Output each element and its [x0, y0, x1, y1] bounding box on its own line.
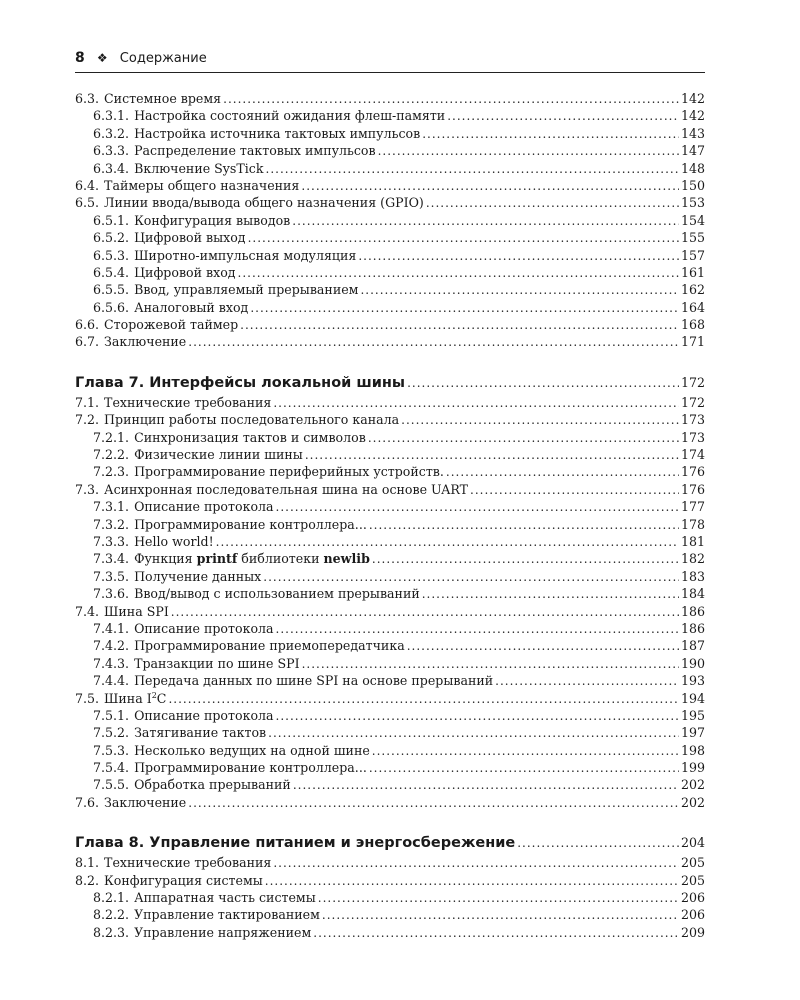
entry-title-part: Управление тактированием — [134, 907, 320, 923]
toc-entry[interactable] — [75, 281, 705, 298]
entry-title — [134, 516, 367, 533]
entry-title — [104, 90, 221, 107]
toc-entry[interactable] — [75, 516, 705, 533]
entry-title — [104, 177, 299, 194]
entry-page-number: 150 — [680, 177, 705, 193]
entry-title — [134, 264, 235, 281]
entry-page-number: 199 — [680, 760, 705, 776]
entry-number: 7.5.1. — [93, 707, 130, 723]
entry-title-part: 2 — [151, 690, 157, 700]
dot-leader — [240, 317, 679, 334]
entry-page-number: 209 — [680, 924, 705, 940]
entry-title-part: Конфигурация системы — [104, 872, 263, 888]
entry-title-part: Настройка источника тактовых импульсов — [134, 125, 421, 141]
entry-page-number: 142 — [680, 108, 705, 124]
entry-title-part: Интерфейсы локальной шины — [149, 374, 406, 391]
dot-leader — [322, 907, 679, 924]
toc-entry[interactable] — [75, 759, 705, 776]
entry-number: 7.5.5. — [93, 777, 130, 793]
entry-page-number: 153 — [680, 195, 705, 211]
entry-title-part: Обработка прерываний — [134, 777, 291, 793]
toc-entry[interactable] — [75, 707, 705, 724]
dot-leader — [369, 517, 679, 534]
entry-number: 6.3.4. — [93, 160, 130, 176]
entry-title-part: Аппаратная часть системы — [134, 890, 316, 906]
entry-title-part: Широтно-импульсная модуляция — [134, 247, 357, 263]
entry-number: 6.5.6. — [93, 299, 130, 315]
entry-page-number: 162 — [680, 282, 705, 298]
entry-page-number: 193 — [680, 673, 705, 689]
entry-title-part: Принцип работы последовательного канала — [104, 412, 400, 428]
toc-entry[interactable] — [75, 498, 705, 515]
entry-title — [134, 212, 290, 229]
entry-title-part: Ввод/вывод с использованием прерываний — [134, 586, 420, 602]
entry-title-part: Синхронизация тактов и символов — [134, 429, 366, 445]
entry-title — [104, 316, 238, 333]
toc-entry[interactable] — [75, 742, 705, 759]
entry-page-number: 164 — [680, 299, 705, 315]
entry-number: 7.4.4. — [93, 673, 130, 689]
entry-title-part: Настройка состояний ожидания флеш-памяти — [134, 108, 446, 124]
entry-title — [134, 498, 273, 515]
dot-leader — [368, 430, 679, 447]
dot-leader — [305, 447, 679, 464]
dot-leader — [265, 873, 679, 890]
entry-number: 7.5. — [75, 690, 100, 706]
entry-page-number: 206 — [680, 907, 705, 923]
dot-leader — [422, 126, 679, 143]
dot-leader — [276, 621, 679, 638]
dot-leader — [248, 230, 679, 247]
dot-leader — [407, 374, 679, 393]
toc-entry[interactable] — [75, 889, 705, 906]
toc-entry[interactable] — [75, 333, 705, 350]
dot-leader — [188, 795, 679, 812]
entry-number: 7.6. — [75, 794, 100, 810]
header-title: Содержание — [119, 51, 207, 66]
toc-entry[interactable] — [75, 690, 705, 707]
entry-page-number: 168 — [680, 317, 705, 333]
toc-entry[interactable] — [75, 724, 705, 741]
entry-number: Глава 8. — [75, 835, 145, 852]
dot-leader — [372, 551, 679, 568]
entry-title-part: Управление питанием и энергосбережение — [149, 835, 516, 852]
entry-number: 6.4. — [75, 177, 100, 193]
entry-title — [134, 299, 248, 316]
dot-leader — [313, 925, 679, 942]
entry-title-part: Системное время — [104, 91, 222, 106]
entry-title-part: Цифровой выход — [134, 230, 246, 246]
entry-title-part: Асинхронная последовательная шина на основе UART — [104, 481, 469, 497]
entry-page-number: 202 — [680, 777, 705, 793]
dot-leader — [273, 395, 679, 412]
toc-entry[interactable] — [75, 550, 705, 567]
toc-entry[interactable] — [75, 212, 705, 229]
entry-page-number: 205 — [680, 855, 705, 871]
entry-number: 6.3. — [75, 91, 100, 106]
dot-leader — [422, 586, 679, 603]
entry-page-number: 186 — [680, 603, 705, 619]
entry-title — [134, 759, 367, 776]
entry-title — [134, 620, 273, 637]
dot-leader — [302, 656, 679, 673]
toc-entry[interactable] — [75, 411, 705, 428]
toc-entry[interactable] — [75, 655, 705, 672]
entry-page-number: 184 — [680, 586, 705, 602]
entry-number: 7.4.2. — [93, 638, 130, 654]
running-header — [75, 50, 705, 73]
entry-page-number: 202 — [680, 794, 705, 810]
entry-title — [134, 429, 366, 446]
entry-number: 7.3.3. — [93, 533, 130, 549]
entry-number: 7.5.4. — [93, 760, 130, 776]
entry-title — [134, 568, 261, 585]
ornament-icon: ❖ — [96, 51, 108, 65]
entry-page-number: 155 — [680, 230, 705, 246]
entry-title — [104, 333, 186, 350]
entry-number: 8.1. — [75, 855, 100, 871]
entry-title — [134, 107, 445, 124]
entry-title-part: Технические требования — [104, 394, 272, 410]
entry-number: 7.5.3. — [93, 742, 130, 758]
entry-page-number: 187 — [680, 638, 705, 654]
entry-title — [134, 463, 444, 480]
toc-entry[interactable] — [75, 142, 705, 159]
entry-title-part: библиотеки — [237, 551, 324, 567]
entry-number: 6.5.3. — [93, 247, 130, 263]
entry-number: 7.3.5. — [93, 568, 130, 584]
entry-title-part: Таймеры общего назначения — [104, 177, 300, 193]
entry-number: 6.3.3. — [93, 143, 130, 159]
toc-entry[interactable] — [75, 394, 705, 411]
toc-entry[interactable] — [75, 481, 705, 498]
dot-leader — [216, 534, 679, 551]
entry-number: 8.2.1. — [93, 890, 130, 906]
entry-page-number: 174 — [680, 447, 705, 463]
entry-title-part: Включение SysTick — [134, 160, 264, 176]
entry-title-part: Программирование приемопередатчика — [134, 638, 405, 654]
dot-leader — [268, 725, 679, 742]
toc-entry[interactable] — [75, 229, 705, 246]
entry-title — [134, 655, 300, 672]
dot-leader — [358, 248, 679, 265]
entry-number: 8.2. — [75, 872, 100, 888]
entry-title-part: Аналоговый вход — [134, 299, 249, 315]
entry-title — [104, 394, 271, 411]
dot-leader — [318, 890, 679, 907]
entry-title-part: Конфигурация выводов — [134, 212, 291, 228]
dot-leader — [378, 143, 679, 160]
entry-page-number: 173 — [680, 429, 705, 445]
entry-number: 7.2.2. — [93, 447, 130, 463]
entry-title — [134, 924, 311, 941]
entry-number: 7.2.3. — [93, 464, 130, 480]
toc-entry[interactable] — [75, 620, 705, 637]
entry-number: Глава 7. — [75, 374, 145, 391]
entry-title — [134, 742, 370, 759]
toc-entry[interactable] — [75, 107, 705, 124]
entry-number: 8.2.2. — [93, 907, 130, 923]
entry-title — [104, 794, 186, 811]
entry-page-number: 182 — [680, 551, 705, 567]
dot-leader — [292, 213, 679, 230]
entry-title — [134, 707, 273, 724]
entry-number: 6.7. — [75, 334, 100, 350]
entry-number: 6.3.2. — [93, 125, 130, 141]
entry-title-part: Сторожевой таймер — [104, 317, 239, 333]
entry-number: 7.4.1. — [93, 620, 130, 636]
entry-number: 7.4.3. — [93, 655, 130, 671]
toc-entry[interactable] — [75, 177, 705, 194]
entry-page-number: 171 — [680, 334, 705, 350]
entry-number: 7.3.2. — [93, 516, 130, 532]
entry-number: 7.3.4. — [93, 551, 130, 567]
toc-entry[interactable] — [75, 194, 705, 211]
toc-entry[interactable] — [75, 872, 705, 889]
dot-leader — [293, 777, 679, 794]
entry-title-part: Шина I — [104, 690, 152, 706]
entry-page-number: 204 — [680, 835, 705, 851]
entry-page-number: 198 — [680, 742, 705, 758]
entry-title — [134, 533, 214, 550]
entry-title — [134, 229, 246, 246]
entry-number: 6.5.2. — [93, 230, 130, 246]
entry-number: 8.2.3. — [93, 924, 130, 940]
entry-title — [104, 854, 271, 871]
entry-title — [149, 374, 405, 393]
entry-page-number: 178 — [680, 516, 705, 532]
dot-leader — [273, 855, 679, 872]
entry-title-part: Программирование периферийных устройств. — [134, 464, 444, 480]
dot-leader — [360, 282, 678, 299]
entry-page-number: 176 — [680, 464, 705, 480]
dot-leader — [470, 482, 679, 499]
entry-title-part: Заключение — [104, 334, 187, 350]
entry-title-part: Транзакции по шине SPI — [134, 655, 300, 671]
dot-leader — [495, 673, 679, 690]
entry-title-part: Распределение тактовых импульсов — [134, 143, 376, 159]
entry-title — [104, 603, 169, 620]
entry-number: 7.1. — [75, 394, 100, 410]
entry-title-part: Описание протокола — [134, 707, 274, 723]
entry-number: 7.3.1. — [93, 499, 130, 515]
entry-title-part: newlib — [323, 551, 370, 567]
entry-page-number: 205 — [680, 872, 705, 888]
entry-title-part: Технические требования — [104, 855, 272, 871]
toc-entry[interactable] — [75, 299, 705, 316]
entry-page-number: 181 — [680, 533, 705, 549]
entry-number: 6.5.4. — [93, 264, 130, 280]
dot-leader — [401, 412, 679, 429]
entry-page-number: 194 — [680, 690, 705, 706]
toc-chapter-entry[interactable] — [75, 833, 705, 852]
entry-title-part: Функция — [134, 551, 197, 567]
entry-title — [134, 672, 493, 689]
toc-entry[interactable] — [75, 776, 705, 793]
entry-number: 7.3.6. — [93, 586, 130, 602]
entry-title — [134, 637, 405, 654]
toc-entry[interactable] — [75, 637, 705, 654]
entry-title-part: Hello world! — [134, 533, 214, 549]
dot-leader — [266, 161, 679, 178]
entry-title-part: C — [156, 690, 167, 706]
toc-chapter-entry[interactable] — [75, 373, 705, 392]
entry-page-number: 161 — [680, 264, 705, 280]
entry-title-part: printf — [196, 551, 238, 567]
entry-page-number: 177 — [680, 499, 705, 515]
dot-leader — [426, 195, 679, 212]
entry-title-part: Физические линии шины — [134, 447, 303, 463]
entry-number: 6.6. — [75, 317, 100, 333]
entry-title-part: Программирование контроллера... — [134, 516, 367, 532]
toc-entry[interactable] — [75, 160, 705, 177]
entry-title-part: Цифровой вход — [134, 264, 236, 280]
entry-title — [134, 724, 266, 741]
entry-page-number: 206 — [680, 890, 705, 906]
entry-title — [104, 872, 263, 889]
entry-page-number: 195 — [680, 707, 705, 723]
toc-entry[interactable] — [75, 924, 705, 941]
entry-page-number: 157 — [680, 247, 705, 263]
entry-number: 6.5.1. — [93, 212, 130, 228]
entry-page-number: 172 — [680, 394, 705, 410]
entry-title — [134, 247, 356, 264]
dot-leader — [446, 464, 679, 481]
entry-page-number: 172 — [680, 374, 705, 390]
entry-title — [104, 194, 424, 211]
toc-entry[interactable] — [75, 90, 705, 107]
toc-entry[interactable] — [75, 906, 705, 923]
toc-entry[interactable] — [75, 568, 705, 585]
toc-entry[interactable] — [75, 125, 705, 142]
entry-title — [134, 125, 420, 142]
entry-page-number: 183 — [680, 568, 705, 584]
toc-entry[interactable] — [75, 672, 705, 689]
entry-title-part: Передача данных по шине SPI на основе прерываний — [134, 673, 494, 689]
entry-page-number: 148 — [680, 160, 705, 176]
entry-page-number: 154 — [680, 212, 705, 228]
entry-title — [134, 776, 291, 793]
entry-title-part: Ввод, управляемый прерыванием — [134, 282, 359, 298]
entry-title — [134, 889, 316, 906]
entry-number: 7.5.2. — [93, 725, 130, 741]
entry-title-part: Линии ввода/вывода общего назначения (GPIO) — [104, 195, 424, 211]
toc-entry[interactable] — [75, 533, 705, 550]
toc-entry[interactable] — [75, 446, 705, 463]
entry-number: 7.2.1. — [93, 429, 130, 445]
entry-title — [104, 411, 399, 428]
toc-entry[interactable] — [75, 603, 705, 620]
entry-page-number: 173 — [680, 412, 705, 428]
entry-title-part: Получение данных — [134, 568, 262, 584]
entry-title-part: Затягивание тактов — [134, 725, 267, 741]
table-of-contents — [75, 90, 705, 941]
toc-entry[interactable] — [75, 794, 705, 811]
entry-title — [134, 585, 420, 602]
dot-leader — [301, 178, 679, 195]
dot-leader — [188, 334, 679, 351]
toc-entry[interactable] — [75, 854, 705, 871]
entry-title — [134, 446, 303, 463]
page-number: 8 — [75, 50, 85, 66]
entry-title-part: Шина SPI — [104, 603, 169, 619]
toc-entry[interactable] — [75, 585, 705, 602]
entry-page-number: 143 — [680, 125, 705, 141]
entry-number: 6.5.5. — [93, 282, 130, 298]
entry-title — [149, 834, 515, 853]
entry-page-number: 147 — [680, 143, 705, 159]
toc-entry[interactable] — [75, 316, 705, 333]
dot-leader — [276, 708, 679, 725]
dot-leader — [517, 834, 679, 853]
toc-entry[interactable] — [75, 247, 705, 264]
entry-title — [104, 690, 166, 707]
dot-leader — [407, 638, 679, 655]
entry-title-part: Описание протокола — [134, 620, 274, 636]
dot-leader — [250, 300, 679, 317]
entry-number: 6.3.1. — [93, 108, 130, 124]
entry-title — [134, 142, 376, 159]
entry-title-part: Программирование контроллера... — [134, 760, 367, 776]
entry-title-part: Управление напряжением — [134, 924, 312, 940]
toc-entry[interactable] — [75, 463, 705, 480]
entry-title-part: Несколько ведущих на одной шине — [134, 742, 370, 758]
entry-title — [134, 160, 263, 177]
entry-number: 7.4. — [75, 603, 100, 619]
entry-page-number: 190 — [680, 655, 705, 671]
entry-page-number: 176 — [680, 481, 705, 497]
entry-page-number: 142 — [680, 91, 705, 106]
entry-title-part: Описание протокола — [134, 499, 274, 515]
entry-title-part: Заключение — [104, 794, 187, 810]
dot-leader — [238, 265, 679, 282]
entry-title — [134, 281, 358, 298]
entry-page-number: 197 — [680, 725, 705, 741]
entry-title — [134, 550, 370, 567]
entry-title — [134, 906, 320, 923]
dot-leader — [171, 604, 679, 621]
dot-leader — [372, 743, 679, 760]
entry-number: 7.3. — [75, 481, 100, 497]
dot-leader — [223, 91, 679, 108]
toc-entry[interactable] — [75, 429, 705, 446]
entry-title — [104, 481, 468, 498]
toc-entry[interactable] — [75, 264, 705, 281]
dot-leader — [276, 499, 679, 516]
dot-leader — [263, 569, 679, 586]
entry-page-number: 186 — [680, 620, 705, 636]
entry-number: 7.2. — [75, 412, 100, 428]
dot-leader — [369, 760, 679, 777]
entry-number: 6.5. — [75, 195, 100, 211]
dot-leader — [447, 108, 679, 125]
dot-leader — [168, 691, 679, 708]
